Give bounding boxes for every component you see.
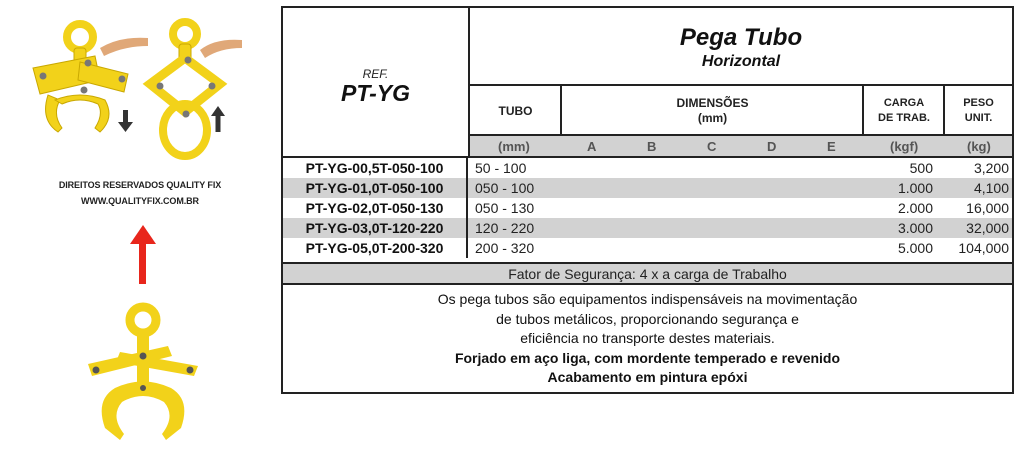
ref-cell	[283, 8, 468, 156]
red-up-arrow-icon	[130, 225, 156, 284]
dim-d: D	[767, 139, 777, 154]
header-peso: PESO UNIT.	[943, 84, 1012, 136]
header-dimensoes: DIMENSÕES (mm)	[560, 84, 863, 136]
copyright-text: DIREITOS RESERVADOS QUALITY FIX	[58, 180, 222, 190]
dim-a: A	[587, 139, 597, 154]
spec-table	[281, 6, 1014, 394]
pipe-clamp-operation-image	[0, 0, 280, 175]
title-cell	[468, 8, 1012, 86]
up-arrow-icon	[211, 106, 225, 132]
description-block: Os pega tubos são equipamentos indispensáveis na movimentação de tubos metálicos, proporcionando segurança e eficiência no transporte destes materiais. Forjado em aço liga, com mordente temperado e revenido Acabamento em pintura epóxi	[437, 291, 858, 385]
dim-b: B	[647, 139, 657, 154]
ref-code: PT-YG	[340, 80, 410, 106]
safety-factor-row: Fator de Segurança: 4 x a carga de Trabalho	[283, 262, 1012, 285]
pipe-clamp-lift-image	[60, 220, 230, 450]
ref-label: REF.	[362, 67, 389, 81]
units-row: (mm) A B C D E (kgf) (kg)	[468, 134, 1012, 156]
website-text: WWW.QUALITYFIX.COM.BR	[81, 196, 199, 206]
table-row: PT-YG-03,0T-120-220 120 - 220 3.000 32,000	[283, 218, 1012, 238]
product-title: Pega Tubo	[679, 24, 803, 51]
dim-c: C	[707, 139, 717, 154]
header-carga: CARGA DE TRAB.	[862, 84, 944, 136]
table-row: PT-YG-01,0T-050-100 050 - 100 1.000 4,100	[283, 178, 1012, 198]
table-row: PT-YG-02,0T-050-130 050 - 130 2.000 16,000	[283, 198, 1012, 218]
table-row: PT-YG-05,0T-200-320 200 - 320 5.000 104,000	[283, 238, 1012, 258]
dim-e: E	[827, 139, 836, 154]
product-subtitle: Horizontal	[701, 53, 781, 70]
product-images-panel	[0, 0, 280, 450]
header-tubo: TUBO	[468, 84, 561, 136]
down-arrow-icon	[118, 110, 133, 132]
table-row: PT-YG-00,5T-050-100 50 - 100 500 3,200	[283, 158, 1012, 178]
